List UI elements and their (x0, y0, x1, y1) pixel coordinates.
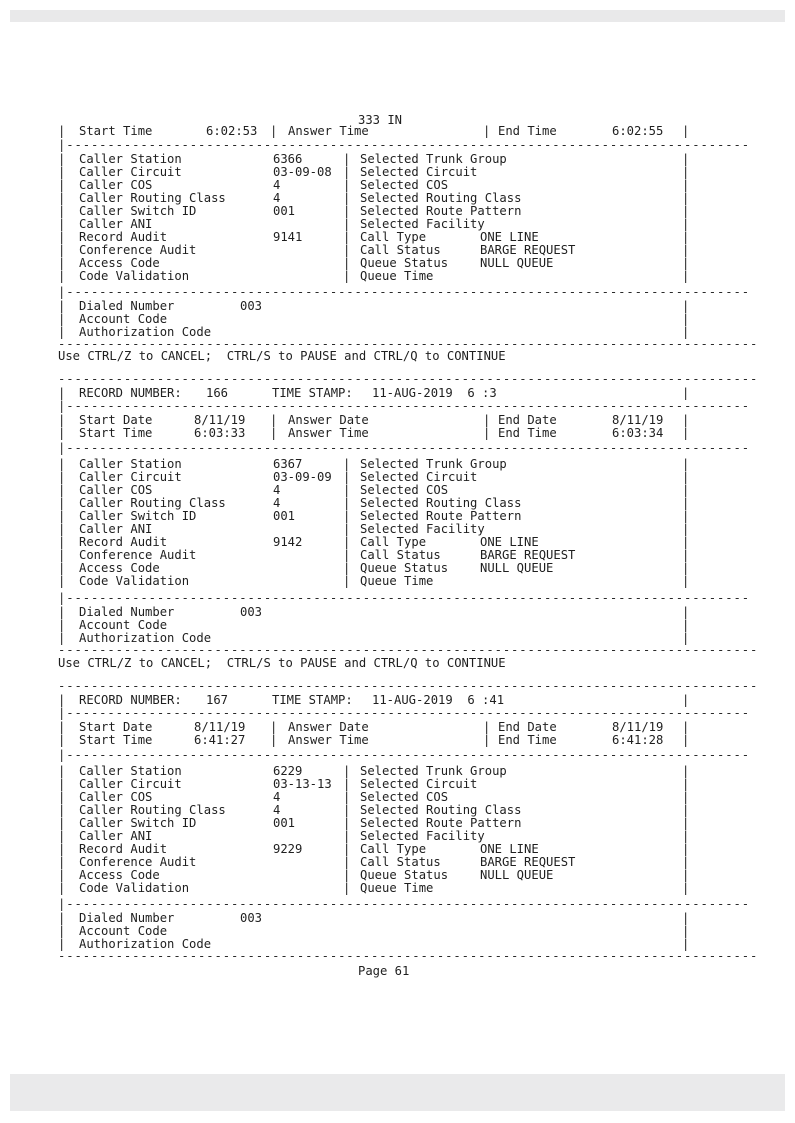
caller-labels: Caller Station Caller Circuit Caller COS Caller Routing Class Caller Switch ID Caller ANI Record Audit Conference Audit Access Code Code Validation (79, 457, 226, 588)
answer-date-label: Answer Date (288, 413, 369, 427)
divider: |----------------------------------------------------------------------------------- (58, 285, 750, 299)
scan-edge-top (10, 10, 785, 22)
caller-values: 6367 03-09-09 4 4 001 9142 (273, 457, 332, 549)
caller-values: 6366 03-09-08 4 4 001 9141 (273, 152, 332, 244)
start-time-value: 6:02:53 (206, 124, 258, 138)
start-time-value: 6:03:33 (194, 426, 246, 440)
caller-values: 6229 03-13-13 4 4 001 9229 (273, 764, 332, 856)
time-stamp-label: TIME STAMP: (272, 693, 353, 707)
dialed-block: Dialed Number Account Code Authorization Code (79, 605, 212, 645)
caller-labels: Caller Station Caller Circuit Caller COS Caller Routing Class Caller Switch ID Caller ANI Record Audit Conference Audit Access Code Code Validation (79, 152, 226, 283)
end-time-value: 6:41:28 (612, 733, 664, 747)
divider: ------------------------------------------------------------------------------------- (58, 643, 759, 657)
start-date-label: Start Date (79, 413, 153, 427)
call-values: ONE LINE BARGE REQUEST NULL QUEUE (480, 842, 576, 882)
divider: |----------------------------------------------------------------------------------- (58, 748, 750, 762)
answer-time-label: Answer Time (288, 426, 369, 440)
divider: |----------------------------------------------------------------------------------- (58, 399, 750, 413)
start-time-label: Start Time (79, 124, 153, 138)
prompt-line: Use CTRL/Z to CANCEL; CTRL/S to PAUSE and CTRL/Q to CONTINUE (58, 349, 506, 363)
prompt-line: Use CTRL/Z to CANCEL; CTRL/S to PAUSE and CTRL/Q to CONTINUE (58, 656, 506, 670)
start-time-label: Start Time (79, 733, 153, 747)
record-number-value: 167 (206, 693, 229, 707)
end-date-value: 8/11/19 (612, 413, 664, 427)
page-header: 333 IN (358, 113, 403, 127)
selected-labels: Selected Trunk Group Selected Circuit Selected COS Selected Routing Class Selected Route Pattern Selected Facility Call Type Call Status Queue Status Queue Time (360, 764, 522, 895)
divider: |----------------------------------------------------------------------------------- (58, 138, 750, 152)
time-stamp-value: 11-AUG-2019 6 :41 (372, 693, 505, 707)
divider: ------------------------------------------------------------------------------------- (58, 949, 759, 963)
dialed-block: Dialed Number Account Code Authorization Code (79, 299, 212, 339)
record-number-value: 166 (206, 386, 229, 400)
time-stamp-label: TIME STAMP: (272, 386, 353, 400)
dialed-number-value: 003 (240, 911, 263, 925)
end-time-label: End Time (498, 733, 557, 747)
divider: |----------------------------------------------------------------------------------- (58, 706, 750, 720)
caller-labels: Caller Station Caller Circuit Caller COS Caller Routing Class Caller Switch ID Caller ANI Record Audit Conference Audit Access Code Code Validation (79, 764, 226, 895)
start-date-label: Start Date (79, 720, 153, 734)
end-date-value: 8/11/19 (612, 720, 664, 734)
divider: |----------------------------------------------------------------------------------- (58, 897, 750, 911)
call-values: ONE LINE BARGE REQUEST NULL QUEUE (480, 535, 576, 575)
divider: ------------------------------------------------------------------------------------- (58, 372, 759, 386)
answer-time-label: Answer Time (288, 733, 369, 747)
record-number-label: RECORD NUMBER: (79, 693, 182, 707)
divider: ------------------------------------------------------------------------------------- (58, 337, 759, 351)
end-time-label: End Time (498, 426, 557, 440)
end-time-label: End Time (498, 124, 557, 138)
start-date-value: 8/11/19 (194, 720, 246, 734)
end-time-value: 6:03:34 (612, 426, 664, 440)
start-time-value: 6:41:27 (194, 733, 246, 747)
scan-edge-bottom (10, 1074, 785, 1111)
dialed-number-value: 003 (240, 605, 263, 619)
divider: |----------------------------------------------------------------------------------- (58, 441, 750, 455)
page-footer: Page 61 (358, 964, 410, 978)
answer-time-label: Answer Time (288, 124, 369, 138)
time-stamp-value: 11-AUG-2019 6 :3 (372, 386, 497, 400)
divider: ------------------------------------------------------------------------------------- (58, 679, 759, 693)
answer-date-label: Answer Date (288, 720, 369, 734)
divider: |----------------------------------------------------------------------------------- (58, 591, 750, 605)
call-values: ONE LINE BARGE REQUEST NULL QUEUE (480, 230, 576, 270)
end-time-value: 6:02:55 (612, 124, 664, 138)
start-date-value: 8/11/19 (194, 413, 246, 427)
dialed-block: Dialed Number Account Code Authorization Code (79, 911, 212, 951)
dialed-number-value: 003 (240, 299, 263, 313)
selected-labels: Selected Trunk Group Selected Circuit Selected COS Selected Routing Class Selected Route Pattern Selected Facility Call Type Call Status Queue Status Queue Time (360, 152, 522, 283)
end-date-label: End Date (498, 413, 557, 427)
record-number-label: RECORD NUMBER: (79, 386, 182, 400)
start-time-label: Start Time (79, 426, 153, 440)
selected-labels: Selected Trunk Group Selected Circuit Selected COS Selected Routing Class Selected Route Pattern Selected Facility Call Type Call Status Queue Status Queue Time (360, 457, 522, 588)
end-date-label: End Date (498, 720, 557, 734)
